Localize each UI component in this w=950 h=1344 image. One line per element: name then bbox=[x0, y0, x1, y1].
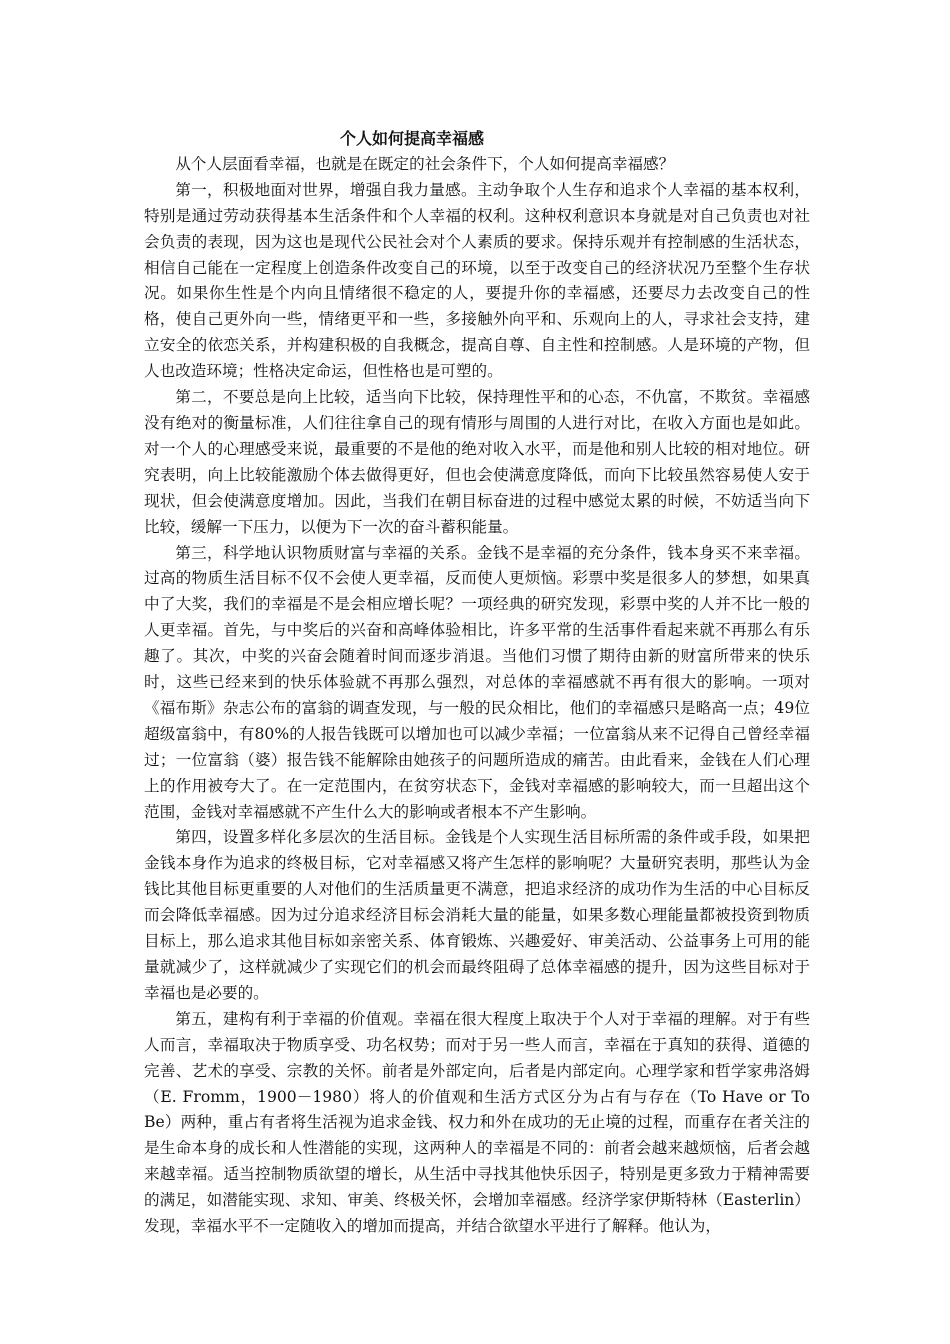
document-title: 个人如何提高幸福感 bbox=[340, 129, 485, 148]
paragraph-fifth-point: 第五，建构有利于幸福的价值观。幸福在很大程度上取决于个人对于幸福的理解。对于有些人而言，幸福取决于物质享受、功名权势；而对于另一些人而言，幸福在于真知的获得、道德的完善、艺术的享受、宗教的关怀。前者是外部定向，后者是内部定向。心理学家和哲学家弗洛姆（E. Fromm，1900－1980）将人的价值观和生活方式区分为占有与存在（To Have or To Be）两种，重占有者将生活视为追求金钱、权力和外在成功的无止境的过程，而重存在者关注的是生命本身的成长和人性潜能的实现，这两种人的幸福是不同的：前者会越来越烦恼，后者会越来越幸福。适当控制物质欲望的增长，从生活中寻找其他快乐因子，特别是更多致力于精神需要的满足，如潜能实现、求知、审美、终极关怀，会增加幸福感。经济学家伊斯特林（Easterlin）发现，幸福水平不一定随收入的增加而提高，并结合欲望水平进行了解释。他认为， bbox=[144, 1009, 810, 1236]
paragraph-second-point: 第二，不要总是向上比较，适当向下比较，保持理性平和的心态，不仇富，不欺贫。幸福感没有绝对的衡量标准，人们往往拿自己的现有情形与周围的人进行对比，在收入方面也是如此。对一个人的心理感受来说，最重要的不是他的绝对收入水平，而是他和别人比较的相对地位。研究表明，向上比较能激励个体去做得更好，但也会使满意度降低，而向下比较虽然容易使人安于现状，但会使满意度增加。因此，当我们在朝目标奋进的过程中感觉太累的时候，不妨适当向下比较，缓解一下压力，以便为下一次的奋斗蓄积能量。 bbox=[144, 388, 810, 536]
paragraph-first-point: 第一，积极地面对世界，增强自我力量感。主动争取个人生存和追求个人幸福的基本权利，特别是通过劳动获得基本生活条件和个人幸福的权利。这种权利意识本身就是对自己负责也对社会负责的表现，因为这也是现代公民社会对个人素质的要求。保持乐观并有控制感的生活状态，相信自己能在一定程度上创造条件改变自己的环境，以至于改变自己的经济状况乃至整个生存状况。如果你生性是个内向且情绪很不稳定的人，要提升你的幸福感，还要尽力去改变自己的性格，使自己更外向一些，情绪更平和一些，多接触外向平和、乐观向上的人，寻求社会支持，建立安全的依恋关系，并构建积极的自我概念，提高自尊、自主性和控制感。人是环境的产物，但人也改造环境；性格决定命运，但性格也是可塑的。 bbox=[144, 180, 810, 381]
paragraph-intro: 从个人层面看幸福，也就是在既定的社会条件下，个人如何提高幸福感？ bbox=[175, 154, 675, 173]
paragraph-third-point: 第三，科学地认识物质财富与幸福的关系。金钱不是幸福的充分条件，钱本身买不来幸福。过高的物质生活目标不仅不会使人更幸福，反而使人更烦恼。彩票中奖是很多人的梦想，如果真中了大奖，我们的幸福是不是会相应增长呢？一项经典的研究发现，彩票中奖的人并不比一般的人更幸福。首先，与中奖后的兴奋和高峰体验相比，许多平常的生活事件看起来就不再那么有乐趣了。其次，中奖的兴奋会随着时间而逐步消退。当他们习惯了期待由新的财富所带来的快乐时，这些已经来到的快乐体验就不再那么强烈，对总体的幸福感就不再有很大的影响。一项对《福布斯》杂志公布的富翁的调查发现，与一般的民众相比，他们的幸福感只是略高一点；49位超级富翁中，有80%的人报告钱既可以增加也可以减少幸福；一位富翁从来不记得自己曾经幸福过；一位富翁（婆）报告钱不能解除由她孩子的问题所造成的痛苦。由此看来，金钱在人们心理上的作用被夸大了。在一定范围内，在贫穷状态下，金钱对幸福感的影响较大，而一旦超出这个范围，金钱对幸福感就不产生什么大的影响或者根本不产生影响。 bbox=[144, 543, 810, 821]
paragraph-fourth-point: 第四，设置多样化多层次的生活目标。金钱是个人实现生活目标所需的条件或手段，如果把金钱本身作为追求的终极目标，它对幸福感又将产生怎样的影响呢？大量研究表明，那些认为金钱比其他目标更重要的人对他们的生活质量更不满意，把追求经济的成功作为生活的中心目标反而会降低幸福感。因为过分追求经济目标会消耗大量的能量，如果多数心理能量都被投资到物质目标上，那么追求其他目标如亲密关系、体育锻炼、兴趣爱好、审美活动、公益事务上可用的能量就减少了，这样就减少了实现它们的机会而最终阻碍了总体幸福感的提升，因为这些目标对于幸福也是必要的。 bbox=[144, 828, 810, 1002]
document-body bbox=[144, 126, 810, 1240]
